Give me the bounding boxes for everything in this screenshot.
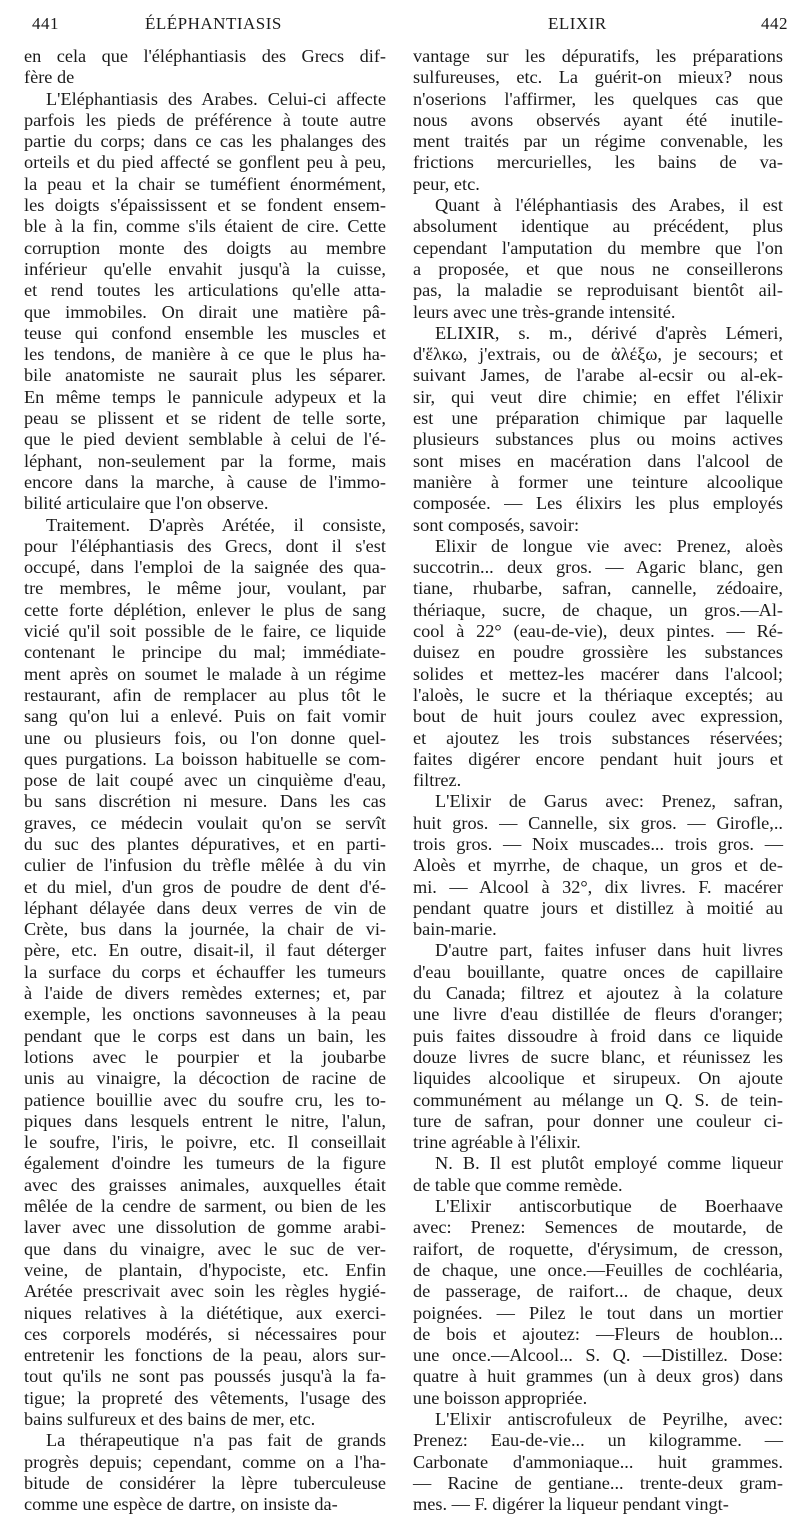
text-line: entretenir les fonctions de la peau, alors sur- <box>24 1345 386 1366</box>
text-line: de table que comme remède. <box>413 1174 623 1195</box>
text-line: une boisson appropriée. <box>413 1387 588 1408</box>
text-line: — Racine de gentiane... trente-deux gram- <box>413 1472 783 1493</box>
text-line: sont mises en macération dans l'alcool de <box>413 450 783 471</box>
text-line: niques relatives à la diététique, aux exerci- <box>24 1302 386 1323</box>
text-line: et rend toutes les articulations qu'elle atta- <box>24 280 386 301</box>
text-line: thériaque, sucre, de chaque, un gros.—Al- <box>413 599 783 620</box>
text-line: mi. — Alcool à 32°, dix livres. F. macérer <box>413 876 783 897</box>
text-line: fère de <box>24 67 75 88</box>
text-line: les doigts s'épaississent et se fondent ensem- <box>24 195 386 216</box>
text-line: laver avec une dissolution de gomme arabi- <box>24 1217 386 1238</box>
text-line: que le pied devient semblable à celui de l'é- <box>24 429 386 450</box>
text-line: également d'oindre les tumeurs de la figure <box>24 1153 386 1174</box>
text-line: l'aloès, le sucre et la thériaque exceptés; au <box>413 684 783 705</box>
text-line: la surface du corps et échauffer les tumeurs <box>24 961 386 982</box>
text-line: Crète, bus dans la journée, la chair de vi- <box>24 919 386 940</box>
text-line: et ajoutez les trois substances réservées; <box>413 727 783 748</box>
text-line: faites digérer encore pendant huit jours et <box>413 748 783 769</box>
text-line: tout qu'ils ne sont pas poussés jusqu'à la fa- <box>24 1366 386 1387</box>
paragraph <box>413 1409 783 1515</box>
paragraph <box>24 89 386 515</box>
left-page-number: 441 <box>32 14 59 33</box>
paragraph <box>413 536 783 792</box>
text-line: absolument identique au précédent, plus <box>413 216 783 237</box>
text-line: lotions avec le pourpier et la joubarbe <box>24 1046 386 1067</box>
text-line: progrès depuis; cependant, comme on a l'ha- <box>24 1451 386 1472</box>
text-line: cependant l'amputation du membre que l'on <box>413 237 783 258</box>
text-line: en cela que l'éléphantiasis des Grecs dif- <box>24 46 386 66</box>
text-line: peur, etc. <box>413 173 480 194</box>
text-line: et du miel, d'un gros de poudre de dent d'é- <box>24 876 386 897</box>
text-line: leurs avec une très-grande intensité. <box>413 301 676 322</box>
text-line: culier de l'infusion du trèfle mêlée à du vin <box>24 855 386 876</box>
paragraph <box>413 791 783 940</box>
text-line: Quant à l'éléphantiasis des Arabes, il est <box>435 195 783 216</box>
text-line: Arétée prescrivait avec soin les règles hygié- <box>24 1281 386 1302</box>
text-line: suivant James, de l'arabe al-ecsir ou al-ek- <box>413 365 783 386</box>
text-line: de bois et ajoutez: —Fleurs de houblon... <box>413 1323 783 1344</box>
text-line: Prenez: Eau-de-vie... un kilogramme. — <box>413 1430 783 1451</box>
paragraph <box>413 195 783 323</box>
text-line: quatre à huit grammes (un à deux gros) dans <box>413 1366 783 1387</box>
text-line: exemple, les onctions savonneuses à la peau <box>24 1004 386 1025</box>
text-line: L'Elixir antiscrofuleux de Peyrilhe, avec: <box>435 1409 783 1429</box>
text-line: ques purgations. La boisson habituelle se com- <box>24 748 386 769</box>
text-line: contenant le principe du mal; immédiate- <box>24 642 386 663</box>
running-head <box>0 14 800 40</box>
text-line: solides et mettez-les macérer dans l'alcool; <box>413 663 783 684</box>
text-line: partie du corps; dans ce cas les phalanges des <box>24 131 386 152</box>
text-line: La thérapeutique n'a pas fait de grands <box>46 1430 386 1451</box>
text-line: bilité articulaire que l'on observe. <box>24 493 269 514</box>
text-line: ment après on soumet le malade à un régime <box>24 663 386 684</box>
paragraph <box>24 46 386 89</box>
text-line: vicié qu'il soit possible de le faire, ce liquide <box>24 621 386 642</box>
text-line: sulfureuses, etc. La guérit-on mieux? nous <box>413 67 783 88</box>
right-text-column <box>413 46 783 1515</box>
text-line: L'Elixir de Garus avec: Prenez, safran, <box>435 791 783 812</box>
text-line: parfois les pieds de préférence à toute autre <box>24 109 386 130</box>
text-line: En même temps le pannicule adypeux et la <box>24 386 386 407</box>
text-line: d'eau bouillante, quatre onces de capillaire <box>413 961 783 982</box>
text-line: les tendons, de manière à ce que le plus ha- <box>24 344 386 365</box>
text-line: une once.—Alcool... S. Q. —Distillez. Dose: <box>413 1345 783 1366</box>
text-line: huit gros. — Cannelle, six gros. — Girofle,.. <box>413 812 783 833</box>
text-line: frictions mercurielles, les bains de va- <box>413 152 783 173</box>
text-line: trois gros. — Noix muscades... trois gros. — <box>413 833 783 854</box>
text-line: sang qu'on lui a enlevé. Puis on fait vomir <box>24 706 386 727</box>
left-headword: ÉLÉPHANTIASIS <box>145 14 282 33</box>
text-line: mêlée de la cendre de sarment, ou bien de les <box>24 1196 386 1217</box>
text-line: douze livres de sucre blanc, et réunissez les <box>413 1046 783 1067</box>
text-line: comme une espèce de dartre, on insiste da- <box>24 1494 338 1515</box>
text-line: bitude de considérer la lèpre tuberculeuse <box>24 1472 386 1493</box>
left-text-column <box>24 46 386 1515</box>
text-line: pose de lait coupé avec un cinquième d'eau, <box>24 770 386 791</box>
text-line: la peau et la chair se tuméfient énormément, <box>24 173 386 194</box>
text-line: du suc des plantes dépuratives, et en parti- <box>24 833 386 854</box>
text-line: bout de huit jours coulez avec expression, <box>413 706 783 727</box>
text-line: tigue; la propreté des vêtements, l'usage des <box>24 1387 386 1408</box>
text-line: ELIXIR, s. m., dérivé d'après Lémeri, <box>435 322 783 343</box>
text-line: cool à 22° (eau-de-vie), deux pintes. — Ré- <box>413 621 783 642</box>
text-line: sir, qui veut dire chimie; en effet l'élixir <box>413 386 783 407</box>
text-line: pendant quatre jours et distillez à moitié au <box>413 897 783 918</box>
text-line: que dans du vinaigre, avec le suc de ver- <box>24 1238 386 1259</box>
text-line: raifort, de roquette, d'érysimum, de cresson, <box>413 1238 783 1259</box>
text-line: orteils et du pied affecté se gonflent peu à peu, <box>24 152 386 173</box>
right-headword: ELIXIR <box>548 14 607 33</box>
text-line: le soufre, l'iris, le poivre, etc. Il conseillait <box>24 1132 386 1153</box>
text-line: n'oserions l'affirmer, les quelques cas que <box>413 88 783 109</box>
text-line: tre membres, le même jour, voulant, par <box>24 578 386 599</box>
text-line: L'Elixir antiscorbutique de Boerhaave <box>435 1196 783 1217</box>
text-line: Elixir de longue vie avec: Prenez, aloès <box>435 535 783 556</box>
text-line: duisez en poudre grossière les substances <box>413 642 783 663</box>
text-line: que immobiles. On dirait une matière pâ- <box>24 301 386 322</box>
text-line: N. B. Il est plutôt employé comme liqueur <box>435 1153 783 1174</box>
text-line: teuse qui confond ensemble les muscles et <box>24 322 386 343</box>
text-line: L'Eléphantiasis des Arabes. Celui-ci affecte <box>46 88 386 109</box>
text-line: d'ἕλκω, j'extrais, ou de ἀλέξω, je secours; et <box>413 344 783 365</box>
text-line: nous avons observés ayant été inutile- <box>413 109 783 130</box>
paragraph <box>413 46 783 195</box>
text-line: de passerage, de raifort... de chaque, deux <box>413 1281 783 1302</box>
right-page-number: 442 <box>761 14 788 33</box>
text-line: patience bouillie avec du soufre cru, les to- <box>24 1089 386 1110</box>
text-line: une livre d'eau distillée de fleurs d'oranger; <box>413 1004 783 1025</box>
text-line: tiane, rhubarbe, safran, cannelle, zédoaire, <box>413 578 783 599</box>
text-line: occupé, dans l'emploi de la saignée des qua- <box>24 557 386 578</box>
paragraph <box>24 515 386 1431</box>
paragraph <box>413 1153 783 1196</box>
text-line: graves, ce médecin voulait qu'on se servît <box>24 812 386 833</box>
text-line: Carbonate d'ammoniaque... huit grammes. <box>413 1451 783 1472</box>
text-line: sont composés, savoir: <box>413 514 580 535</box>
text-line: du Canada; filtrez et ajoutez à la colature <box>413 983 783 1004</box>
text-line: vantage sur les dépuratifs, les préparations <box>413 46 783 66</box>
text-line: une ou plusieurs fois, ou l'on donne quel- <box>24 727 386 748</box>
text-line: pas, la maladie se reproduisant bientôt ail- <box>413 280 783 301</box>
text-line: avec: Prenez: Semences de moutarde, de <box>413 1217 783 1238</box>
text-line: bu sans discrétion ni mesure. Dans les cas <box>24 791 386 812</box>
text-line: restaurant, afin de remplacer au plus tôt le <box>24 684 386 705</box>
text-line: piques dans lesquels entrent le nitre, l'alun, <box>24 1110 386 1131</box>
text-line: liquides alcoolique et sirupeux. On ajoute <box>413 1068 783 1089</box>
text-line: poignées. — Pilez le tout dans un mortier <box>413 1302 783 1323</box>
text-line: cette forte déplétion, enlever le plus de sang <box>24 599 386 620</box>
text-line: communément au mélange un Q. S. de tein- <box>413 1089 783 1110</box>
text-line: de chaque, une once.—Feuilles de cochléaria, <box>413 1259 783 1280</box>
text-line: léphant, non-seulement par la forme, mais <box>24 450 386 471</box>
text-line: ture de safran, pour donner une couleur ci- <box>413 1110 783 1131</box>
text-line: corruption monte des doigts au membre <box>24 237 386 258</box>
paragraph <box>413 940 783 1153</box>
text-line: puis faites dissoudre à froid dans ce liquide <box>413 1025 783 1046</box>
text-line: à l'aide de divers remèdes externes; et, par <box>24 983 386 1004</box>
text-line: inférieur qu'elle envahit jusqu'à la cuisse, <box>24 258 386 279</box>
text-line: bains sulfureux et des bains de mer, etc. <box>24 1409 316 1429</box>
text-line: est une préparation chimique par laquelle <box>413 408 783 429</box>
text-line: unis au vinaigre, la décoction de racine de <box>24 1068 386 1089</box>
text-line: bile anatomiste ne saurait plus les séparer. <box>24 365 386 386</box>
text-line: léphant délayée dans deux verres de vin de <box>24 897 386 918</box>
text-line: trine agréable à l'élixir. <box>413 1132 581 1153</box>
text-line: ces corporels modérés, si nécessaires pour <box>24 1323 386 1344</box>
text-line: Traitement. D'après Arétée, il consiste, <box>46 514 386 535</box>
text-line: père, etc. En outre, disait-il, il faut déterger <box>24 940 386 961</box>
text-line: avec des graisses animales, auxquelles était <box>24 1174 386 1195</box>
text-line: pendant que le corps est dans un bain, les <box>24 1025 386 1046</box>
text-line: filtrez. <box>413 770 462 791</box>
text-line: succotrin... deux gros. — Agaric blanc, gen <box>413 557 783 578</box>
text-line: manière à former une teinture alcoolique <box>413 471 783 492</box>
paragraph <box>24 1430 386 1515</box>
text-line: peau se plissent et se rident de telle sorte, <box>24 408 386 429</box>
text-line: mes. — F. digérer la liqueur pendant vingt- <box>413 1494 729 1515</box>
text-line: ble à la fin, comme s'ils étaient de cire. Cette <box>24 216 386 237</box>
text-line: bain-marie. <box>413 919 497 940</box>
paragraph <box>413 323 783 536</box>
text-line: D'autre part, faites infuser dans huit livres <box>435 940 783 961</box>
text-line: a proposée, et que nous ne conseillerons <box>413 258 783 279</box>
text-line: encore dans la marche, à cause de l'immo- <box>24 471 386 492</box>
text-line: ment traités par un régime convenable, les <box>413 131 783 152</box>
text-line: veine, de plantain, d'hypociste, etc. Enfin <box>24 1259 386 1280</box>
text-line: plusieurs substances plus ou moins actives <box>413 429 783 450</box>
text-line: composée. — Les élixirs les plus employés <box>413 493 783 514</box>
text-line: pour l'éléphantiasis des Grecs, dont il s'est <box>24 535 386 556</box>
paragraph <box>413 1196 783 1409</box>
text-line: Aloès et myrrhe, de chaque, un gros et de- <box>413 855 783 876</box>
